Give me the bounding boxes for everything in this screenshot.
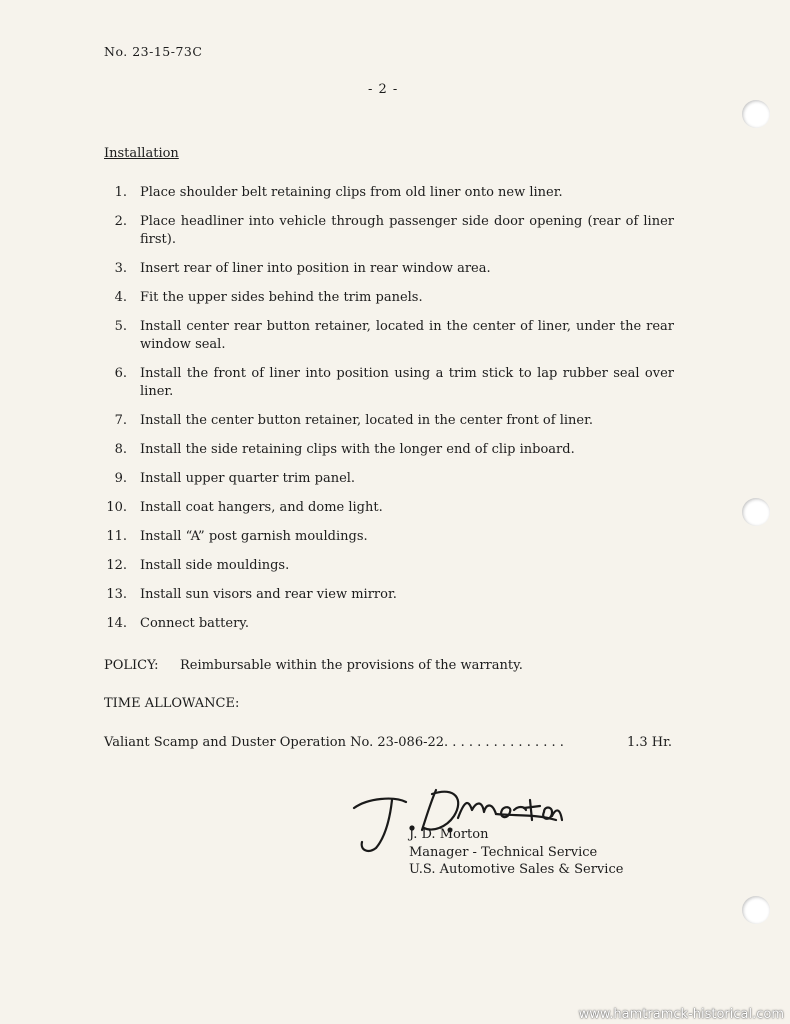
list-item bbox=[104, 213, 674, 249]
list-item bbox=[104, 412, 674, 430]
policy-text: Reimbursable within the provisions of the warranty. bbox=[180, 658, 523, 673]
step-number: 11. bbox=[106, 529, 127, 544]
list-item bbox=[104, 184, 674, 202]
step-text: Connect battery. bbox=[140, 616, 250, 631]
step-text: Install “A” post garnish mouldings. bbox=[140, 529, 368, 544]
step-text: Install upper quarter trim panel. bbox=[140, 471, 356, 486]
dot-leader: . . . . . . . . . . . . . . . bbox=[444, 735, 564, 750]
section-title: Installation bbox=[104, 146, 179, 161]
step-text: Install side mouldings. bbox=[140, 558, 290, 573]
step-number: 10. bbox=[106, 500, 127, 515]
step-number: 6. bbox=[114, 366, 127, 381]
step-text: Insert rear of liner into position in rear window area. bbox=[140, 261, 491, 276]
signer-title: Manager - Technical Service bbox=[409, 844, 598, 860]
punch-hole bbox=[742, 498, 770, 526]
step-number: 13. bbox=[106, 587, 127, 602]
step-number: 2. bbox=[114, 214, 127, 229]
list-item bbox=[104, 365, 674, 401]
operation-text: Valiant Scamp and Duster Operation No. 23-086-22 bbox=[104, 735, 445, 750]
step-number: 1. bbox=[114, 185, 127, 200]
list-item bbox=[104, 586, 674, 604]
step-text: Place headliner into vehicle through passenger side door opening (rear of liner first). bbox=[140, 214, 674, 247]
step-text: Install coat hangers, and dome light. bbox=[140, 500, 383, 515]
list-item bbox=[104, 289, 674, 307]
list-item bbox=[104, 470, 674, 488]
signature-block bbox=[409, 826, 623, 879]
step-text: Install sun visors and rear view mirror. bbox=[140, 587, 397, 602]
operation-row bbox=[104, 735, 672, 750]
step-number: 9. bbox=[114, 471, 127, 486]
site-watermark: www.hamtramck-historical.com bbox=[578, 1007, 784, 1022]
step-number: 5. bbox=[114, 319, 127, 334]
policy-label: POLICY: bbox=[104, 658, 159, 673]
list-item bbox=[104, 557, 674, 575]
list-item bbox=[104, 528, 674, 546]
list-item bbox=[104, 615, 674, 633]
list-item bbox=[104, 441, 674, 459]
step-text: Install the front of liner into position using a trim stick to lap rubber seal over liner. bbox=[140, 366, 674, 399]
punch-hole bbox=[742, 896, 770, 924]
signer-organization: U.S. Automotive Sales & Service bbox=[409, 862, 624, 877]
step-number: 7. bbox=[114, 413, 127, 428]
list-item bbox=[104, 499, 674, 517]
page-number: - 2 - bbox=[368, 82, 399, 97]
step-text: Install center rear button retainer, located in the center of liner, under the rear window seal. bbox=[140, 319, 674, 352]
step-text: Place shoulder belt retaining clips from old liner onto new liner. bbox=[140, 185, 563, 200]
step-number: 3. bbox=[114, 261, 127, 276]
step-number: 14. bbox=[106, 616, 127, 631]
policy-statement bbox=[104, 658, 523, 673]
installation-steps bbox=[104, 184, 674, 633]
operation-hours: 1.3 Hr. bbox=[626, 735, 672, 750]
list-item bbox=[104, 260, 674, 278]
step-text: Fit the upper sides behind the trim panels. bbox=[140, 290, 423, 305]
step-number: 8. bbox=[114, 442, 127, 457]
step-text: Install the side retaining clips with the longer end of clip inboard. bbox=[140, 442, 575, 457]
time-allowance-label: TIME ALLOWANCE: bbox=[104, 696, 240, 711]
step-text: Install the center button retainer, located in the center front of liner. bbox=[140, 413, 594, 428]
step-number: 4. bbox=[114, 290, 127, 305]
list-item bbox=[104, 318, 674, 354]
step-number: 12. bbox=[106, 558, 127, 573]
punch-hole bbox=[742, 100, 770, 128]
bulletin-number: No. 23-15-73C bbox=[104, 44, 203, 59]
signer-name: J. D. Morton bbox=[409, 827, 489, 842]
